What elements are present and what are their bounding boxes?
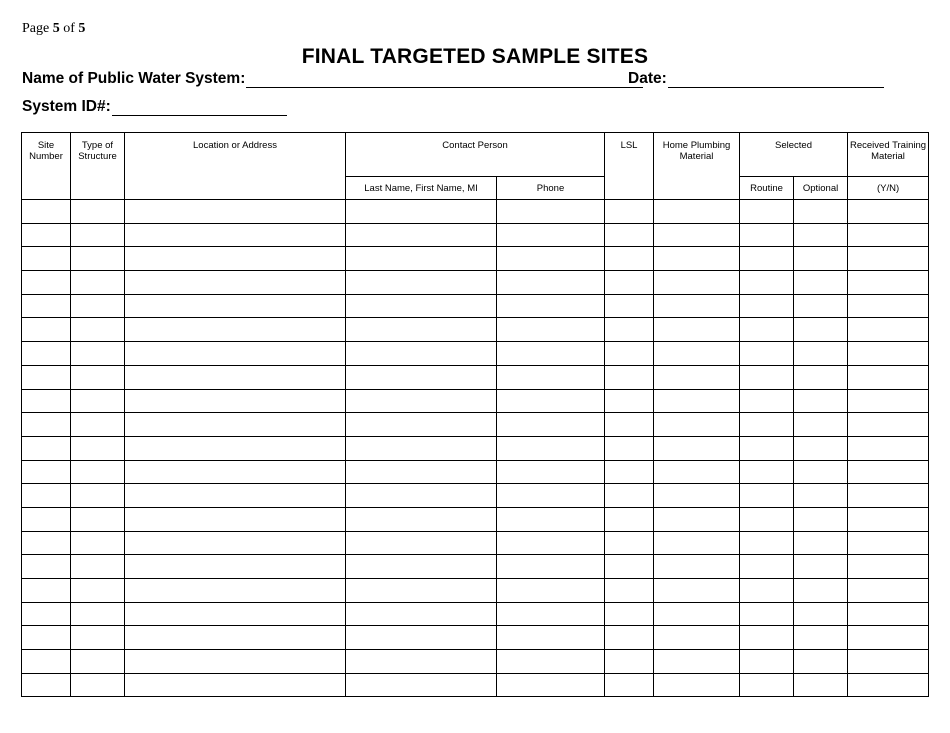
- cell-phone[interactable]: [497, 271, 605, 295]
- cell-last-name[interactable]: [346, 602, 497, 626]
- cell-last-name[interactable]: [346, 579, 497, 603]
- cell-last-name[interactable]: [346, 460, 497, 484]
- cell-location[interactable]: [125, 602, 346, 626]
- cell-type-of-structure[interactable]: [71, 531, 125, 555]
- public-water-system-label: Name of Public Water System:: [22, 70, 246, 87]
- cell-lsl[interactable]: [605, 247, 654, 271]
- cell-home-plumbing[interactable]: [654, 531, 740, 555]
- cell-routine[interactable]: [740, 436, 794, 460]
- cell-last-name[interactable]: [346, 271, 497, 295]
- cell-site-number[interactable]: [22, 271, 71, 295]
- header-home-plumbing: Home Plumbing Material: [654, 133, 740, 177]
- table-row: [22, 342, 929, 366]
- cell-phone[interactable]: [497, 294, 605, 318]
- cell-routine[interactable]: [740, 484, 794, 508]
- cell-lsl[interactable]: [605, 555, 654, 579]
- cell-last-name[interactable]: [346, 484, 497, 508]
- cell-last-name[interactable]: [346, 365, 497, 389]
- cell-type-of-structure[interactable]: [71, 294, 125, 318]
- cell-site-number[interactable]: [22, 389, 71, 413]
- cell-home-plumbing[interactable]: [654, 460, 740, 484]
- cell-home-plumbing[interactable]: [654, 507, 740, 531]
- cell-optional[interactable]: [794, 650, 848, 674]
- cell-received-training[interactable]: [848, 223, 929, 247]
- cell-site-number[interactable]: [22, 318, 71, 342]
- cell-routine[interactable]: [740, 507, 794, 531]
- cell-received-training[interactable]: [848, 602, 929, 626]
- cell-received-training[interactable]: [848, 365, 929, 389]
- form-title: FINAL TARGETED SAMPLE SITES: [301, 45, 649, 68]
- cell-last-name[interactable]: [346, 626, 497, 650]
- table-row: [22, 673, 929, 697]
- public-water-system-blank[interactable]: [246, 73, 643, 88]
- cell-location[interactable]: [125, 413, 346, 437]
- cell-phone[interactable]: [497, 531, 605, 555]
- cell-home-plumbing[interactable]: [654, 271, 740, 295]
- table-row: [22, 271, 929, 295]
- cell-home-plumbing[interactable]: [654, 555, 740, 579]
- cell-site-number[interactable]: [22, 650, 71, 674]
- sample-sites-table: [21, 132, 929, 697]
- cell-home-plumbing[interactable]: [654, 413, 740, 437]
- cell-location[interactable]: [125, 365, 346, 389]
- cell-phone[interactable]: [497, 626, 605, 650]
- cell-lsl[interactable]: [605, 579, 654, 603]
- cell-lsl[interactable]: [605, 271, 654, 295]
- cell-last-name[interactable]: [346, 200, 497, 224]
- cell-location[interactable]: [125, 436, 346, 460]
- cell-phone[interactable]: [497, 507, 605, 531]
- cell-home-plumbing[interactable]: [654, 579, 740, 603]
- cell-location[interactable]: [125, 626, 346, 650]
- cell-last-name[interactable]: [346, 389, 497, 413]
- cell-routine[interactable]: [740, 271, 794, 295]
- cell-optional[interactable]: [794, 318, 848, 342]
- cell-lsl[interactable]: [605, 365, 654, 389]
- cell-phone[interactable]: [497, 555, 605, 579]
- cell-received-training[interactable]: [848, 413, 929, 437]
- cell-optional[interactable]: [794, 626, 848, 650]
- cell-location[interactable]: [125, 579, 346, 603]
- cell-lsl[interactable]: [605, 389, 654, 413]
- page-current: 5: [52, 21, 60, 36]
- cell-type-of-structure[interactable]: [71, 365, 125, 389]
- cell-phone[interactable]: [497, 413, 605, 437]
- subheader-lsl-blank: [605, 177, 654, 200]
- cell-home-plumbing[interactable]: [654, 247, 740, 271]
- cell-last-name[interactable]: [346, 318, 497, 342]
- cell-last-name[interactable]: [346, 413, 497, 437]
- cell-last-name[interactable]: [346, 294, 497, 318]
- cell-lsl[interactable]: [605, 650, 654, 674]
- cell-home-plumbing[interactable]: [654, 602, 740, 626]
- cell-received-training[interactable]: [848, 271, 929, 295]
- table-row: [22, 650, 929, 674]
- cell-routine[interactable]: [740, 342, 794, 366]
- cell-type-of-structure[interactable]: [71, 436, 125, 460]
- cell-routine[interactable]: [740, 626, 794, 650]
- cell-home-plumbing[interactable]: [654, 389, 740, 413]
- cell-home-plumbing[interactable]: [654, 365, 740, 389]
- cell-lsl[interactable]: [605, 318, 654, 342]
- cell-received-training[interactable]: [848, 626, 929, 650]
- cell-type-of-structure[interactable]: [71, 342, 125, 366]
- cell-received-training[interactable]: [848, 200, 929, 224]
- cell-routine[interactable]: [740, 531, 794, 555]
- table-row: [22, 579, 929, 603]
- cell-lsl[interactable]: [605, 460, 654, 484]
- cell-type-of-structure[interactable]: [71, 602, 125, 626]
- cell-last-name[interactable]: [346, 223, 497, 247]
- cell-phone[interactable]: [497, 673, 605, 697]
- date-blank[interactable]: [668, 73, 884, 88]
- table-row: [22, 365, 929, 389]
- cell-lsl[interactable]: [605, 200, 654, 224]
- cell-lsl[interactable]: [605, 223, 654, 247]
- cell-optional[interactable]: [794, 436, 848, 460]
- cell-location[interactable]: [125, 484, 346, 508]
- system-id-field[interactable]: [22, 98, 287, 116]
- cell-lsl[interactable]: [605, 673, 654, 697]
- cell-site-number[interactable]: [22, 436, 71, 460]
- header-lsl: LSL: [605, 133, 654, 177]
- cell-site-number[interactable]: [22, 460, 71, 484]
- cell-site-number[interactable]: [22, 531, 71, 555]
- table-row: [22, 294, 929, 318]
- header-site-number: Site Number: [22, 133, 71, 200]
- cell-location[interactable]: [125, 673, 346, 697]
- cell-site-number[interactable]: [22, 484, 71, 508]
- cell-optional[interactable]: [794, 484, 848, 508]
- cell-type-of-structure[interactable]: [71, 579, 125, 603]
- cell-location[interactable]: [125, 271, 346, 295]
- cell-routine[interactable]: [740, 247, 794, 271]
- cell-routine[interactable]: [740, 365, 794, 389]
- cell-routine[interactable]: [740, 460, 794, 484]
- cell-type-of-structure[interactable]: [71, 271, 125, 295]
- cell-received-training[interactable]: [848, 507, 929, 531]
- subheader-phone: Phone: [497, 177, 605, 200]
- cell-received-training[interactable]: [848, 484, 929, 508]
- table-row: [22, 200, 929, 224]
- cell-phone[interactable]: [497, 365, 605, 389]
- cell-optional[interactable]: [794, 247, 848, 271]
- header-contact-person: Contact Person: [346, 133, 605, 177]
- cell-last-name[interactable]: [346, 342, 497, 366]
- cell-optional[interactable]: [794, 223, 848, 247]
- table-row: [22, 223, 929, 247]
- cell-optional[interactable]: [794, 579, 848, 603]
- cell-received-training[interactable]: [848, 460, 929, 484]
- cell-last-name[interactable]: [346, 507, 497, 531]
- table-row: [22, 389, 929, 413]
- public-water-system-field[interactable]: [22, 70, 643, 88]
- cell-site-number[interactable]: [22, 342, 71, 366]
- table-row: [22, 247, 929, 271]
- cell-optional[interactable]: [794, 460, 848, 484]
- cell-received-training[interactable]: [848, 318, 929, 342]
- cell-routine[interactable]: [740, 579, 794, 603]
- cell-site-number[interactable]: [22, 507, 71, 531]
- cell-optional[interactable]: [794, 389, 848, 413]
- cell-site-number[interactable]: [22, 247, 71, 271]
- cell-routine[interactable]: [740, 318, 794, 342]
- date-label: Date:: [628, 70, 667, 87]
- cell-last-name[interactable]: [346, 555, 497, 579]
- subheader-routine: Routine: [740, 177, 794, 200]
- header-type-of-structure: Type of Structure: [71, 133, 125, 200]
- cell-last-name[interactable]: [346, 531, 497, 555]
- cell-optional[interactable]: [794, 507, 848, 531]
- cell-home-plumbing[interactable]: [654, 223, 740, 247]
- system-id-label: System ID#:: [22, 98, 111, 115]
- table-body: [22, 200, 929, 697]
- cell-home-plumbing[interactable]: [654, 200, 740, 224]
- table-row: [22, 507, 929, 531]
- cell-optional[interactable]: [794, 342, 848, 366]
- cell-last-name[interactable]: [346, 673, 497, 697]
- cell-home-plumbing[interactable]: [654, 436, 740, 460]
- table-row: [22, 626, 929, 650]
- page-indicator: [22, 21, 85, 37]
- cell-optional[interactable]: [794, 413, 848, 437]
- table-row: [22, 318, 929, 342]
- cell-type-of-structure[interactable]: [71, 507, 125, 531]
- cell-location[interactable]: [125, 247, 346, 271]
- cell-received-training[interactable]: [848, 247, 929, 271]
- cell-type-of-structure[interactable]: [71, 318, 125, 342]
- table-row: [22, 436, 929, 460]
- cell-location[interactable]: [125, 650, 346, 674]
- cell-site-number[interactable]: [22, 579, 71, 603]
- cell-routine[interactable]: [740, 413, 794, 437]
- cell-site-number[interactable]: [22, 555, 71, 579]
- cell-location[interactable]: [125, 318, 346, 342]
- subheader-yn: (Y/N): [848, 177, 929, 200]
- cell-site-number[interactable]: [22, 294, 71, 318]
- cell-lsl[interactable]: [605, 507, 654, 531]
- cell-type-of-structure[interactable]: [71, 223, 125, 247]
- cell-optional[interactable]: [794, 294, 848, 318]
- cell-lsl[interactable]: [605, 602, 654, 626]
- cell-type-of-structure[interactable]: [71, 200, 125, 224]
- table-row: [22, 602, 929, 626]
- header-received-training: Received Training Material: [848, 133, 929, 177]
- cell-phone[interactable]: [497, 602, 605, 626]
- cell-home-plumbing[interactable]: [654, 650, 740, 674]
- cell-lsl[interactable]: [605, 626, 654, 650]
- cell-home-plumbing[interactable]: [654, 484, 740, 508]
- cell-received-training[interactable]: [848, 436, 929, 460]
- page-sep: of: [59, 21, 79, 36]
- cell-optional[interactable]: [794, 271, 848, 295]
- cell-phone[interactable]: [497, 318, 605, 342]
- cell-last-name[interactable]: [346, 247, 497, 271]
- cell-received-training[interactable]: [848, 579, 929, 603]
- subheader-optional: Optional: [794, 177, 848, 200]
- cell-phone[interactable]: [497, 579, 605, 603]
- table-row: [22, 531, 929, 555]
- table-row: [22, 460, 929, 484]
- cell-optional[interactable]: [794, 673, 848, 697]
- cell-routine[interactable]: [740, 294, 794, 318]
- cell-type-of-structure[interactable]: [71, 460, 125, 484]
- cell-home-plumbing[interactable]: [654, 342, 740, 366]
- cell-routine[interactable]: [740, 650, 794, 674]
- table-row: [22, 555, 929, 579]
- cell-phone[interactable]: [497, 342, 605, 366]
- cell-type-of-structure[interactable]: [71, 650, 125, 674]
- cell-site-number[interactable]: [22, 365, 71, 389]
- subheader-last-name: Last Name, First Name, MI: [346, 177, 497, 200]
- cell-location[interactable]: [125, 389, 346, 413]
- cell-type-of-structure[interactable]: [71, 413, 125, 437]
- cell-location[interactable]: [125, 294, 346, 318]
- cell-optional[interactable]: [794, 531, 848, 555]
- cell-site-number[interactable]: [22, 200, 71, 224]
- cell-phone[interactable]: [497, 247, 605, 271]
- subheader-plumbing-blank: [654, 177, 740, 200]
- cell-home-plumbing[interactable]: [654, 626, 740, 650]
- cell-last-name[interactable]: [346, 436, 497, 460]
- cell-type-of-structure[interactable]: [71, 389, 125, 413]
- header-selected: Selected: [740, 133, 848, 177]
- cell-routine[interactable]: [740, 200, 794, 224]
- page-total: 5: [78, 21, 86, 36]
- date-field[interactable]: [628, 70, 884, 88]
- table-row: [22, 484, 929, 508]
- cell-location[interactable]: [125, 200, 346, 224]
- cell-lsl[interactable]: [605, 531, 654, 555]
- cell-lsl[interactable]: [605, 413, 654, 437]
- cell-site-number[interactable]: [22, 673, 71, 697]
- cell-lsl[interactable]: [605, 436, 654, 460]
- cell-location[interactable]: [125, 460, 346, 484]
- cell-routine[interactable]: [740, 389, 794, 413]
- cell-location[interactable]: [125, 531, 346, 555]
- cell-phone[interactable]: [497, 650, 605, 674]
- cell-received-training[interactable]: [848, 673, 929, 697]
- cell-location[interactable]: [125, 507, 346, 531]
- cell-type-of-structure[interactable]: [71, 626, 125, 650]
- header-location: Location or Address: [125, 133, 346, 200]
- cell-routine[interactable]: [740, 602, 794, 626]
- cell-home-plumbing[interactable]: [654, 318, 740, 342]
- cell-lsl[interactable]: [605, 294, 654, 318]
- cell-type-of-structure[interactable]: [71, 484, 125, 508]
- cell-last-name[interactable]: [346, 650, 497, 674]
- cell-optional[interactable]: [794, 602, 848, 626]
- cell-lsl[interactable]: [605, 342, 654, 366]
- cell-location[interactable]: [125, 342, 346, 366]
- cell-received-training[interactable]: [848, 650, 929, 674]
- cell-received-training[interactable]: [848, 555, 929, 579]
- cell-phone[interactable]: [497, 484, 605, 508]
- cell-type-of-structure[interactable]: [71, 555, 125, 579]
- system-id-blank[interactable]: [112, 101, 287, 116]
- cell-received-training[interactable]: [848, 389, 929, 413]
- cell-home-plumbing[interactable]: [654, 294, 740, 318]
- cell-lsl[interactable]: [605, 484, 654, 508]
- cell-site-number[interactable]: [22, 413, 71, 437]
- table-row: [22, 413, 929, 437]
- cell-received-training[interactable]: [848, 294, 929, 318]
- cell-type-of-structure[interactable]: [71, 247, 125, 271]
- cell-site-number[interactable]: [22, 626, 71, 650]
- cell-phone[interactable]: [497, 460, 605, 484]
- cell-type-of-structure[interactable]: [71, 673, 125, 697]
- page-prefix: Page: [22, 21, 53, 36]
- cell-phone[interactable]: [497, 436, 605, 460]
- cell-optional[interactable]: [794, 365, 848, 389]
- cell-optional[interactable]: [794, 555, 848, 579]
- cell-phone[interactable]: [497, 223, 605, 247]
- cell-received-training[interactable]: [848, 342, 929, 366]
- cell-phone[interactable]: [497, 200, 605, 224]
- cell-phone[interactable]: [497, 389, 605, 413]
- cell-location[interactable]: [125, 555, 346, 579]
- cell-optional[interactable]: [794, 200, 848, 224]
- cell-received-training[interactable]: [848, 531, 929, 555]
- cell-home-plumbing[interactable]: [654, 673, 740, 697]
- cell-site-number[interactable]: [22, 602, 71, 626]
- cell-site-number[interactable]: [22, 223, 71, 247]
- cell-location[interactable]: [125, 223, 346, 247]
- cell-routine[interactable]: [740, 555, 794, 579]
- cell-routine[interactable]: [740, 673, 794, 697]
- cell-routine[interactable]: [740, 223, 794, 247]
